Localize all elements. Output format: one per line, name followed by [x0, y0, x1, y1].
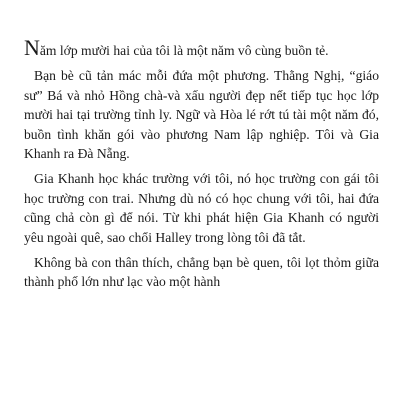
- paragraph-3: Gia Khanh học khác trường với tôi, nó học trường con gái tôi học trường con trai. Nhưng dù nó có học chung với tôi, hai đứa cũng chả còn gì để nói. Từ khi phát hiện Gia Khanh có người yêu ngoài quê, sao chổi Halley trong lòng tôi đã tắt.: [24, 171, 379, 245]
- paragraph-2: Bạn bè cũ tản mác mỗi đứa một phương. Thằng Nghị, “giáo sư” Bá và nhỏ Hồng chà-và xấu người đẹp nết tiếp tục học lớp mười hai tại trường tỉnh ly. Ngữ và Hòa lé rớt tú tài một năm đó, buồn tình khăn gói vào phương Nam lập nghiệp. Tôi và Gia Khanh ra Đà Nẵng.: [24, 68, 379, 162]
- book-page: [24, 35, 379, 298]
- paragraph-4: Không bà con thân thích, chẳng bạn bè quen, tôi lọt thỏm giữa thành phố lớn như lạc vào một hành: [24, 255, 379, 290]
- paragraph-1-text: ăm lớp mười hai của tôi là một năm vô cùng buồn tẻ.: [39, 43, 329, 58]
- drop-letter: N: [24, 35, 40, 60]
- paragraph-1: [24, 35, 379, 60]
